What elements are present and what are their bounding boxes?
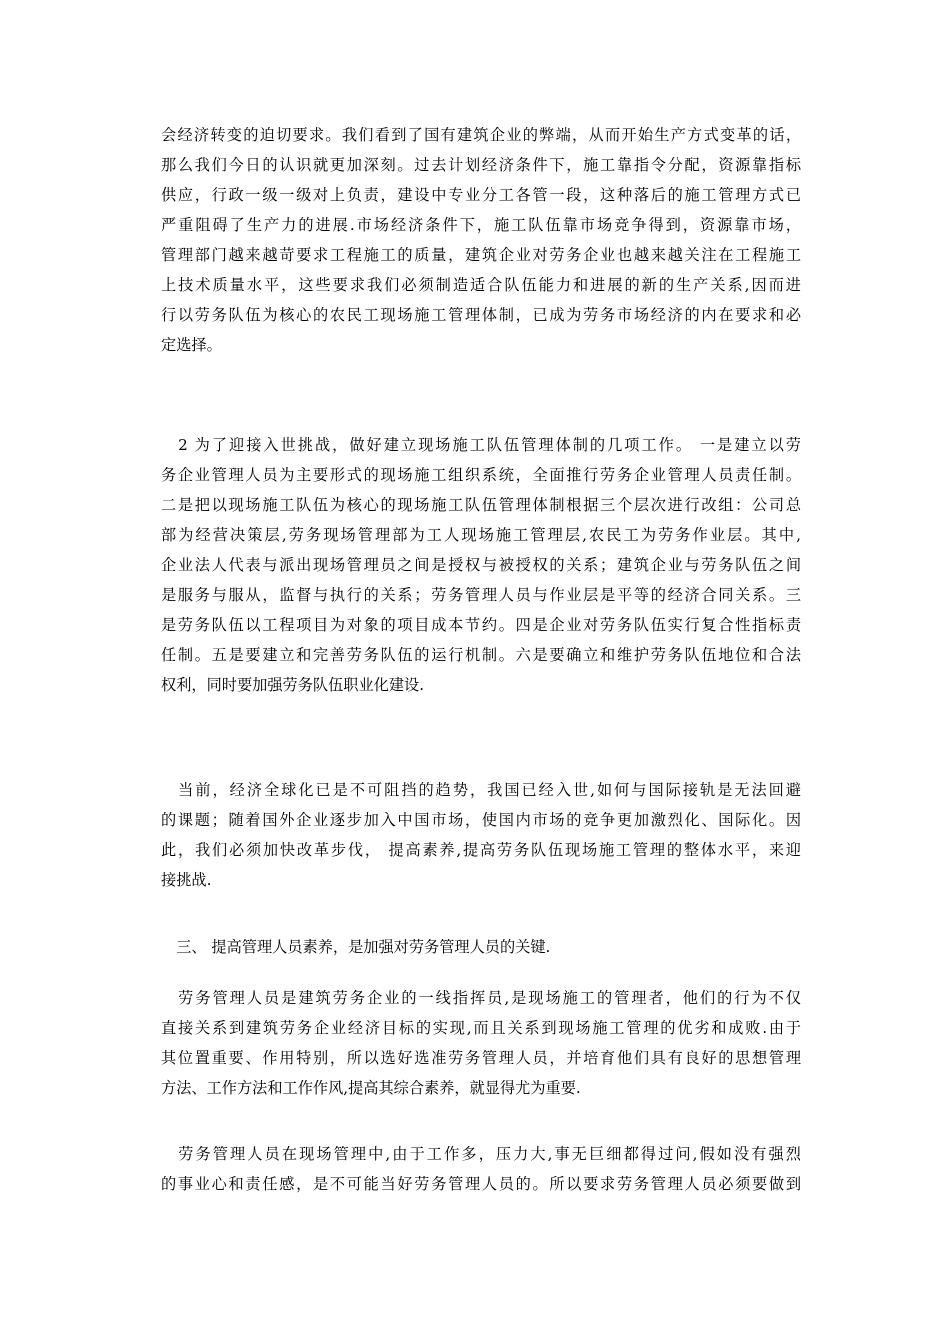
section-heading-three <box>161 932 801 962</box>
text-line: 方法、工作方法和工作作风,提高其综合素养，就显得尤为重要. <box>161 1079 581 1097</box>
text-line: 那么我们今日的认识就更加深刻。过去计划经济条件下，施工靠指令分配，资源靠指标 <box>161 156 801 174</box>
text-line: 上技术质量水平，这些要求我们必须制造适合队伍能力和进展的新的生产关系,因而进 <box>161 276 801 294</box>
paragraph-management-system-tasks <box>161 430 801 700</box>
text-line: 直接关系到建筑劳务企业经济目标的实现,而且关系到现场施工管理的优劣和成败.由于 <box>161 1019 801 1037</box>
text-line: 其位置重要、作用特别，所以选好选准劳务管理人员，并培育他们具有良好的思想管理 <box>161 1049 801 1067</box>
text-line: 行以劳务队伍为核心的农民工现场施工管理体制，已成为劳务市场经济的内在要求和必 <box>161 306 801 324</box>
paragraph-manager-responsibility <box>161 1139 801 1199</box>
text-line: 务企业管理人员为主要形式的现场施工组织系统，全面推行劳务企业管理人员责任制。 <box>161 466 801 484</box>
text-line: 是劳务队伍以工程项目为对象的项目成本节约。四是企业对劳务队伍实行复合性指标责 <box>161 616 801 634</box>
text-line: 劳务管理人员是建筑劳务企业的一线指挥员,是现场施工的管理者，他们的行为不仅 <box>161 989 801 1007</box>
text-line: 企业法人代表与派出现场管理员之间是授权与被授权的关系；建筑企业与劳务队伍之间 <box>161 556 801 574</box>
text-line: 严重阻碍了生产力的进展.市场经济条件下，施工队伍靠市场竞争得到，资源靠市场， <box>161 216 801 234</box>
paragraph-globalization <box>161 775 801 895</box>
text-line: 此，我们必须加快改革步伐， 提高素养,提高劳务队伍现场施工管理的整体水平，来迎 <box>161 841 801 859</box>
text-line: 部为经营决策层,劳务现场管理部为工人现场施工管理层,农民工为劳务作业层。其中, <box>161 526 801 544</box>
section-heading: 三、 提高管理人员素养，是加强对劳务管理人员的关键. <box>161 938 551 956</box>
paragraph-economic-transition <box>161 120 801 360</box>
text-line: 劳务管理人员在现场管理中,由于工作多，压力大,事无巨细都得过问,假如没有强烈 <box>161 1145 801 1163</box>
text-line: 的事业心和责任感，是不可能当好劳务管理人员的。所以要求劳务管理人员必须要做到 <box>161 1175 801 1193</box>
text-line: 管理部门越来越苛要求工程施工的质量，建筑企业对劳务企业也越来越关注在工程施工 <box>161 246 801 264</box>
text-line: 当前，经济全球化已是不可阻挡的趋势，我国已经入世,如何与国际接轨是无法回避 <box>161 781 801 799</box>
text-line: 的课题；随着国外企业逐步加入中国市场，使国内市场的竞争更加激烈化、国际化。因 <box>161 811 801 829</box>
text-line: 权利，同时要加强劳务队伍职业化建设. <box>161 676 425 694</box>
text-line: 是服务与服从，监督与执行的关系；劳务管理人员与作业层是平等的经济合同关系。三 <box>161 586 801 604</box>
text-line: 定选择。 <box>161 336 222 354</box>
text-line: 2 为了迎接入世挑战，做好建立现场施工队伍管理体制的几项工作。 一是建立以劳 <box>161 436 801 454</box>
text-line: 供应，行政一级一级对上负责，建设中专业分工各管一段，这种落后的施工管理方式已 <box>161 186 801 204</box>
text-line: 二是把以现场施工队伍为核心的现场施工队伍管理体制根据三个层次进行改组：公司总 <box>161 496 801 514</box>
text-line: 会经济转变的迫切要求。我们看到了国有建筑企业的弊端，从而开始生产方式变革的话， <box>161 126 801 144</box>
paragraph-manager-role <box>161 983 801 1103</box>
text-line: 接挑战. <box>161 871 212 889</box>
text-line: 任制。五是要建立和完善劳务队伍的运行机制。六是要确立和维护劳务队伍地位和合法 <box>161 646 801 664</box>
